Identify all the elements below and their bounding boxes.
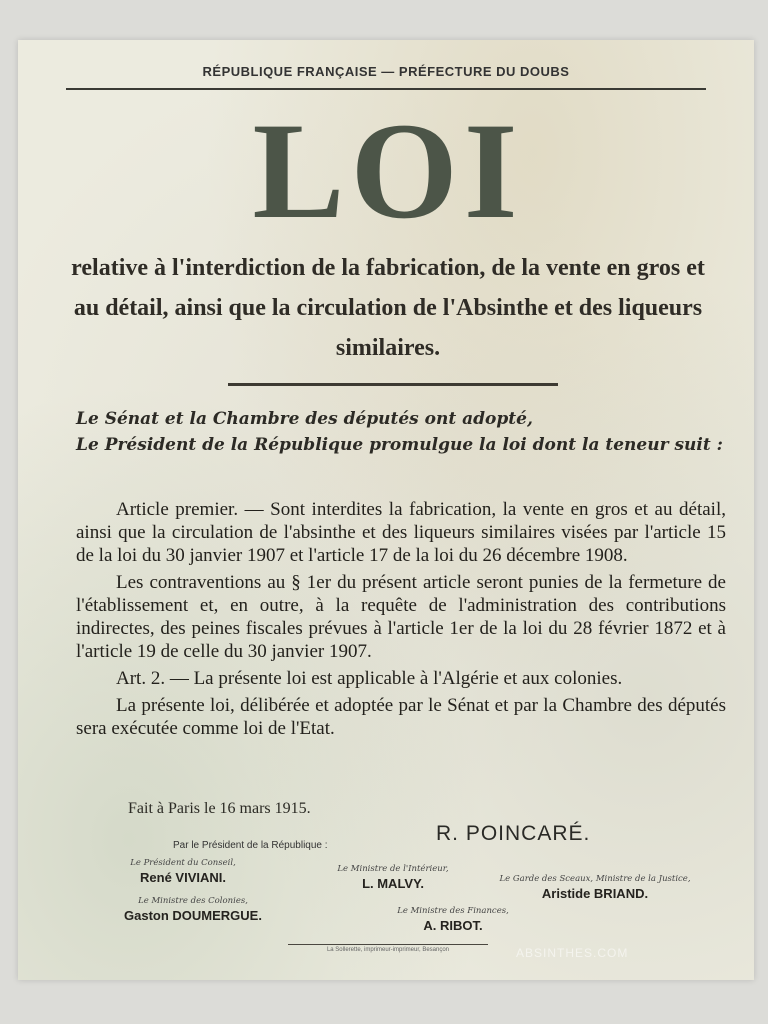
preamble-line: Le Sénat et la Chambre des députés ont adopté, (76, 409, 533, 429)
article-paragraph: La présente loi, délibérée et adoptée par le Sénat et par la Chambre des députés sera exécutée comme loi de l'Etat. (76, 695, 726, 739)
minister-role: Le Président du Conseil, (130, 858, 236, 868)
minister-viviani (98, 858, 268, 885)
minister-role: Le Ministre de l'Intérieur, (337, 864, 449, 874)
minister-briand (470, 874, 720, 901)
minister-malvy (308, 864, 478, 891)
header-prefecture: RÉPUBLIQUE FRANÇAISE — PRÉFECTURE DU DOUBS (202, 64, 570, 79)
date-place: Fait à Paris le 16 mars 1915. (128, 800, 311, 817)
minister-doumergue (98, 896, 288, 923)
subtitle: relative à l'interdiction de la fabrication, de la vente en gros et au détail, ainsi que la circulation de l'Absinthe et des liqueurs similaires. (71, 255, 705, 361)
minister-name: L. MALVY. (362, 876, 424, 891)
minister-role: Le Garde des Sceaux, Ministre de la Justice, (499, 874, 691, 884)
minister-ribot (368, 906, 538, 933)
article-paragraph: Art. 2. — La présente loi est applicable à l'Algérie et aux colonies. (116, 668, 623, 689)
watermark: ABSINTHES.COM (516, 946, 629, 960)
minister-name: Aristide BRIAND. (541, 886, 649, 901)
article-paragraph: Article premier. — Sont interdites la fabrication, la vente en gros et au détail, ainsi que la circulation de l'absinthe et des liqueurs similaires visées par l'article 15 de la loi du 30 janvier 1907 et l'article 17 de la loi du 26 décembre 1908. (76, 499, 726, 566)
divider-rule (228, 383, 558, 386)
preamble-line: Le Président de la République promulgue la loi dont la teneur suit : (76, 435, 723, 455)
article-paragraph: Les contraventions au § 1er du présent article seront punies de la fermeture de l'établissement et, en outre, à la requête de l'administration des contributions indirectes, des peines fiscales prévues à l'article 1er de la loi du 28 février 1872 et à l'article 19 de celle du 30 janvier 1907. (76, 572, 726, 662)
printer-line: La Sollerette, imprimeur-imprimeur, Besançon (288, 944, 488, 953)
president-signature: R. POINCARÉ. (436, 822, 591, 845)
president-line: Par le Président de la République : (173, 840, 328, 851)
title-loi: LOI (252, 94, 524, 247)
minister-role: Le Ministre des Finances, (397, 906, 509, 916)
minister-name: A. RIBOT. (423, 918, 483, 933)
preamble (76, 406, 726, 458)
header-rule (66, 88, 706, 90)
minister-name: René VIVIANI. (140, 870, 226, 885)
law-body (76, 498, 726, 744)
poster (18, 40, 754, 980)
minister-name: Gaston DOUMERGUE. (124, 908, 262, 923)
minister-role: Le Ministre des Colonies, (138, 896, 248, 906)
